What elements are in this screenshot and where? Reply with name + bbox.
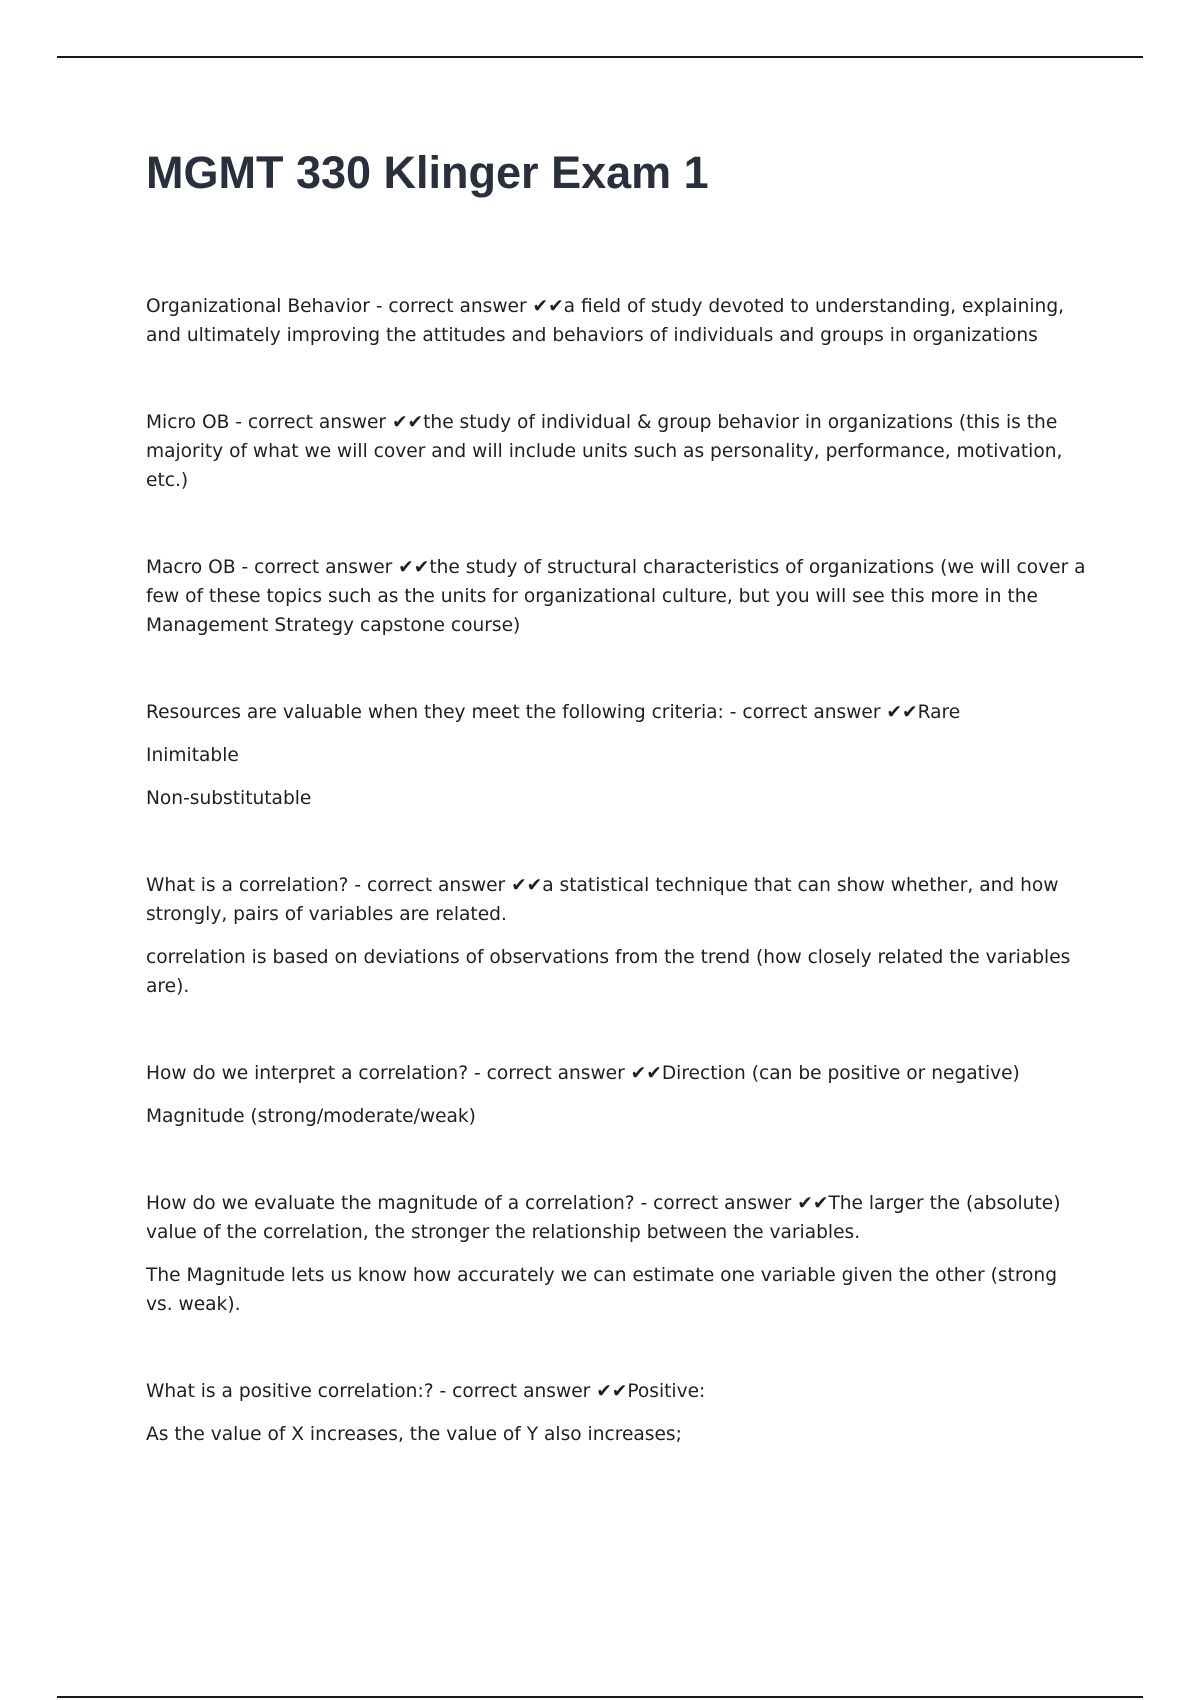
qa-item-resources-criteria xyxy=(146,698,1086,813)
qa-item-macro-ob xyxy=(146,553,1086,640)
qa-item-positive-correlation xyxy=(146,1377,1086,1449)
qa-text: Micro OB - correct answer ✔✔the study of individual & group behavior in organizations (this is the majority of what we will cover and will include units such as personality, performance, motivation, etc.) xyxy=(146,412,1063,491)
qa-item-interpret-correlation xyxy=(146,1059,1086,1131)
bottom-divider xyxy=(57,1696,1143,1698)
qa-text: How do we interpret a correlation? - correct answer ✔✔Direction (can be positive or negative) xyxy=(146,1063,1020,1084)
qa-text-continued: As the value of X increases, the value of Y also increases; xyxy=(146,1424,682,1445)
qa-text: Resources are valuable when they meet the following criteria: - correct answer ✔✔Rare xyxy=(146,702,961,723)
top-divider xyxy=(57,56,1143,58)
qa-text-continued: The Magnitude lets us know how accurately we can estimate one variable given the other (strong vs. weak). xyxy=(146,1265,1058,1315)
qa-text: What is a positive correlation:? - correct answer ✔✔Positive: xyxy=(146,1381,706,1402)
page-title: MGMT 330 Klinger Exam 1 xyxy=(146,147,709,198)
document-body xyxy=(146,292,1086,1507)
qa-text-continued: Non-substitutable xyxy=(146,788,312,809)
qa-item-micro-ob xyxy=(146,408,1086,495)
qa-text: Macro OB - correct answer ✔✔the study of structural characteristics of organizations (we will cover a few of these topics such as the units for organizational culture, but you will see this more in the Management Strategy capstone course) xyxy=(146,557,1086,636)
qa-text: How do we evaluate the magnitude of a correlation? - correct answer ✔✔The larger the (absolute) value of the correlation, the stronger the relationship between the variables. xyxy=(146,1193,1061,1243)
qa-text-continued: Magnitude (strong/moderate/weak) xyxy=(146,1106,476,1127)
qa-item-evaluate-magnitude xyxy=(146,1189,1086,1319)
qa-text: Organizational Behavior - correct answer ✔✔a field of study devoted to understanding, explaining, and ultimately improving the attitudes and behaviors of individuals and groups in organizations xyxy=(146,296,1065,346)
qa-text-continued: Inimitable xyxy=(146,745,239,766)
qa-item-organizational-behavior xyxy=(146,292,1086,350)
qa-text-continued: correlation is based on deviations of observations from the trend (how closely related the variables are). xyxy=(146,947,1071,997)
qa-item-what-is-correlation xyxy=(146,871,1086,1001)
qa-text: What is a correlation? - correct answer ✔✔a statistical technique that can show whether, and how strongly, pairs of variables are related. xyxy=(146,875,1059,925)
